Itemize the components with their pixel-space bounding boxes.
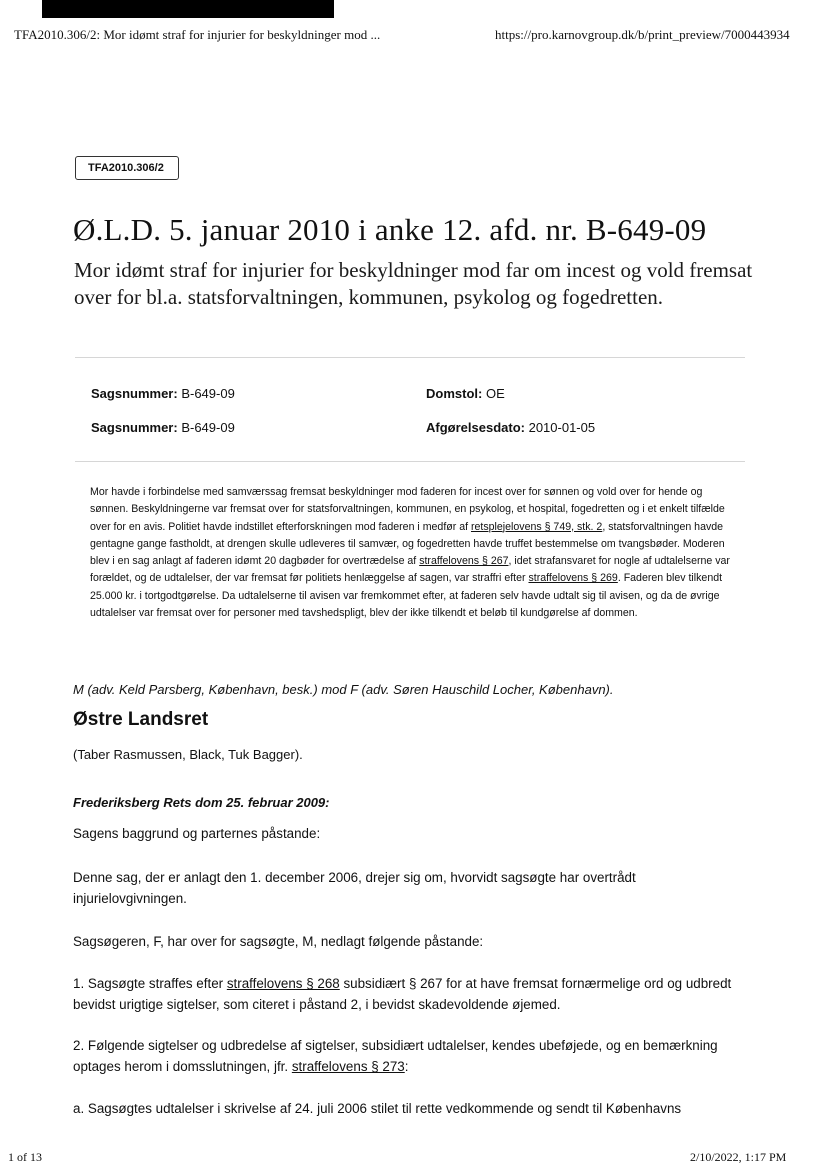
claims-intro: Sagsøgeren, F, har over for sagsøgte, M, nedlagt følgende påstande: <box>73 934 484 949</box>
case-number-value: B-649-09 <box>181 386 235 401</box>
summary-text: . Faderen blev tilkendt 25.000 kr. i tortgodtgørelse. Da udtalelserne til avisen var fremkommet efter, at faderen selv havde udtalt sig til avisen, og da de øvrige udtalelser var fremsat over for personer med tavshedspligt, blev der ikke tilkendt et beløb til kundgørelse af dommen. <box>90 572 723 620</box>
judges-line: (Taber Rasmussen, Black, Tuk Bagger). <box>73 747 303 762</box>
document-title: Ø.L.D. 5. januar 2010 i anke 12. afd. nr. B-649-09 <box>73 212 707 247</box>
summary-text: , statsforvaltningen havde gentagne gange fastholdt, at drengen skulle udleveres til samvær, og fogedretten havde truffet bestemmelse om tvangsbøder. Moderen blev i en sag anlagt af faderen idømt 20 dagbøder for overtrædelse af <box>90 520 725 568</box>
divider-meta <box>75 461 745 462</box>
summary-text: , idet strafansvaret for nogle af udtalelserne var forældet, og de udtalelser, der var fremsat før politiets henlæggelse af sagen, var straffri efter <box>90 555 730 585</box>
statute-link[interactable]: straffelovens § 269 <box>528 572 618 585</box>
claim-text: 2. Følgende sigtelser og udbredelse af sigtelser, subsidiært udtalelser, kendes ubeføjede, og en bemærkning optages herom i domsslutningen, jfr. <box>73 1038 718 1074</box>
decision-date-value: 2010-01-05 <box>528 420 596 435</box>
claim-2a: a. Sagsøgtes udtalelser i skrivelse af 24. juli 2006 stilet til rette vedkommende og sendt til Københavns <box>73 1101 682 1116</box>
case-number-row-1 <box>91 386 235 401</box>
court-heading: Østre Landsret <box>73 709 209 730</box>
statute-link[interactable]: retsplejelovens § 749, stk. 2 <box>470 520 603 533</box>
case-paragraph: Denne sag, der er anlagt den 1. december 2006, drejer sig om, hvorvidt sagsøgte har overtrådt injurielovgivningen. <box>73 870 636 906</box>
decision-date-row <box>426 420 595 435</box>
court-label: Domstol: <box>426 386 483 401</box>
statute-link[interactable]: straffelovens § 268 <box>226 976 340 991</box>
page-counter: 1 of 13 <box>8 1150 42 1164</box>
print-timestamp: 2/10/2022, 1:17 PM <box>690 1150 787 1164</box>
case-number-label: Sagsnummer: <box>91 386 178 401</box>
court-row <box>426 386 505 401</box>
claim-2 <box>73 1035 753 1077</box>
parties-line: M (adv. Keld Parsberg, København, besk.) mod F (adv. Søren Hauschild Locher, København). <box>73 682 614 697</box>
statute-link[interactable]: straffelovens § 267 <box>419 555 509 568</box>
summary-text: Mor havde i forbindelse med samværssag fremsat beskyldninger mod faderen for incest over for sønnen og vold over for hende og sønnen. Beskyldningerne var fremsat over for statsforvaltningen, kommunen, en psykolog, et hospital, fogedretten og i et enkelt tilfælde over for en avis. Politiet havde indstillet efterforskningen mod faderen i medfør af <box>90 486 725 533</box>
court-value: OE <box>485 386 505 401</box>
decision-date-label: Afgørelsesdato: <box>426 420 525 435</box>
claim-text: : <box>404 1059 409 1074</box>
redaction-bar <box>42 0 334 18</box>
claim-text: 1. Sagsøgte straffes efter <box>73 976 227 991</box>
case-number-row-2 <box>91 420 235 435</box>
claim-text: subsidiært § 267 for at have fremsat fornærmelige ord og udbredt bevidst urigtige sigtelser, som citeret i påstand 2, i bevidst skadevoldende øjemed. <box>73 976 732 1012</box>
case-number-label: Sagsnummer: <box>91 420 178 435</box>
divider-top <box>75 357 745 358</box>
lower-court-heading: Frederiksberg Rets dom 25. februar 2009: <box>73 795 330 810</box>
print-header-url: https://pro.karnovgroup.dk/b/print_preview/7000443934 <box>495 27 790 42</box>
case-summary <box>90 484 740 622</box>
claim-1 <box>73 973 753 1015</box>
print-header-title: TFA2010.306/2: Mor idømt straf for injurier for beskyldninger mod ... <box>14 27 381 42</box>
statute-link[interactable]: straffelovens § 273 <box>291 1059 405 1074</box>
document-subtitle: Mor idømt straf for injurier for beskyldninger mod far om incest og vold fremsat over for bl.a. statsforvaltningen, kommunen, psykolog og fogedretten. <box>74 258 753 309</box>
document-reference-badge: TFA2010.306/2 <box>75 156 179 180</box>
case-number-value: B-649-09 <box>181 420 235 435</box>
background-heading: Sagens baggrund og parternes påstande: <box>73 826 321 841</box>
